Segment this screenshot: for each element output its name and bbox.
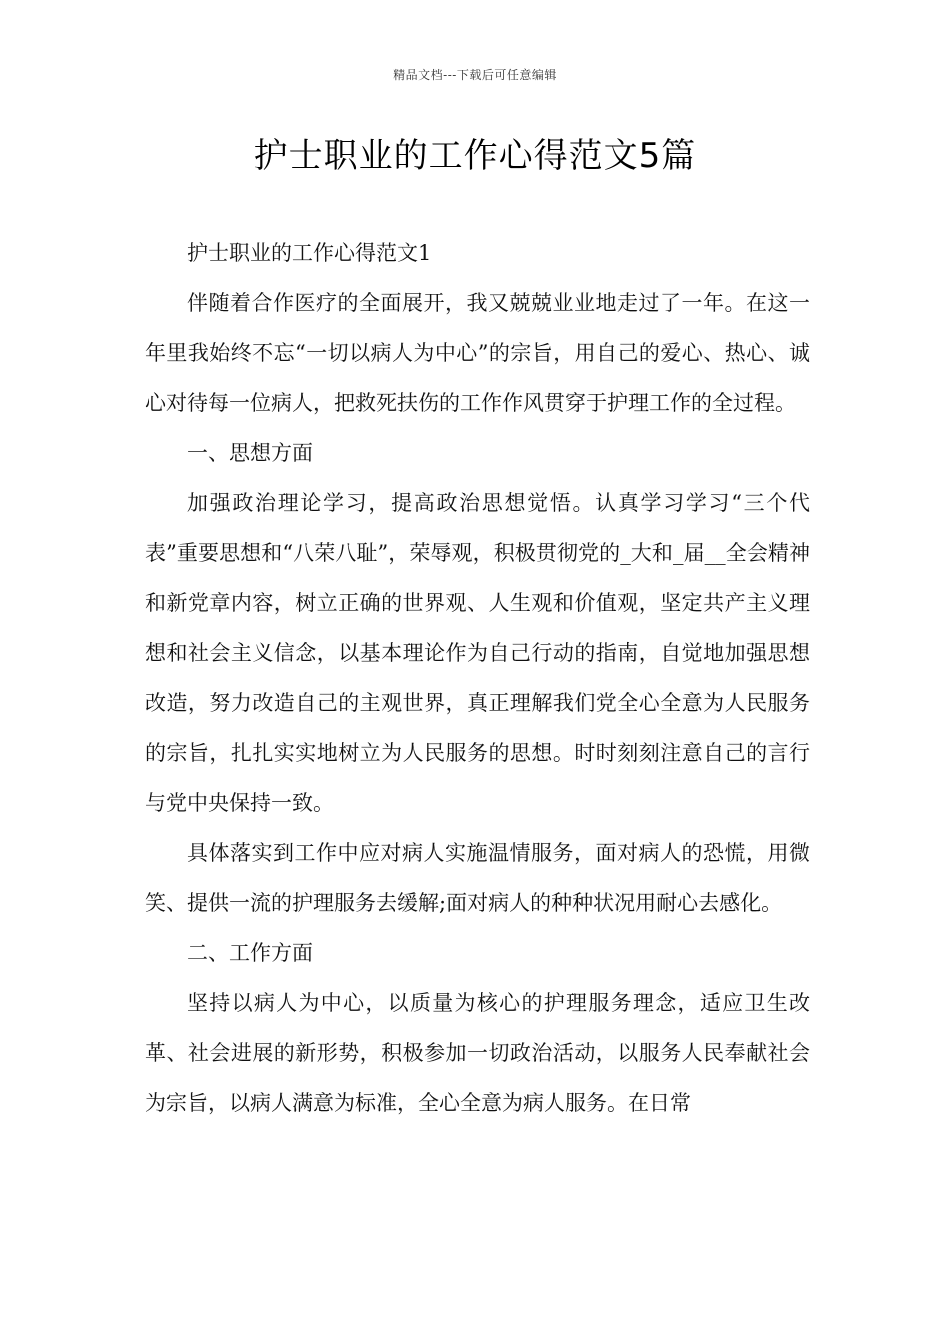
document-title: 护士职业的工作心得范文5篇 <box>253 136 697 176</box>
section-heading: 二、工作方面 <box>187 941 313 965</box>
body-paragraph: 坚持以病人为中心，以质量为核心的护理服务理念，适应卫生改革、社会进展的新形势，积极参加一切政治活动，以服务人民奉献社会为宗旨，以病人满意为标准，全心全意为病人服务。在日常 <box>145 991 810 1115</box>
body-paragraph: 具体落实到工作中应对病人实施温情服务，面对病人的恐慌，用微笑、提供一流的护理服务去缓解;面对病人的种种状况用耐心去感化。 <box>145 841 810 915</box>
body-paragraph: 伴随着合作医疗的全面展开，我又兢兢业业地走过了一年。在这一年里我始终不忘“一切以病人为中心”的宗旨，用自己的爱心、热心、诚心对待每一位病人，把救死扶伤的工作作风贯穿于护理工作的全过程。 <box>145 291 810 415</box>
section-heading: 一、思想方面 <box>187 441 313 465</box>
body-paragraph: 加强政治理论学习，提高政治思想觉悟。认真学习学习“三个代表”重要思想和“八荣八耻”，荣辱观，积极贯彻党的_大和_届__全会精神和新党章内容，树立正确的世界观、人生观和价值观，坚定共产主义理想和社会主义信念，以基本理论作为自己行动的指南，自觉地加强思想改造，努力改造自己的主观世界，真正理解我们党全心全意为人民服务的宗旨，扎扎实实地树立为人民服务的思想。时时刻刻注意自己的言行与党中央保持一致。 <box>145 491 810 815</box>
document-body <box>145 228 810 1128</box>
header-note: 精品文档---下载后可任意编辑 <box>393 68 557 82</box>
section-heading: 护士职业的工作心得范文1 <box>187 241 432 265</box>
